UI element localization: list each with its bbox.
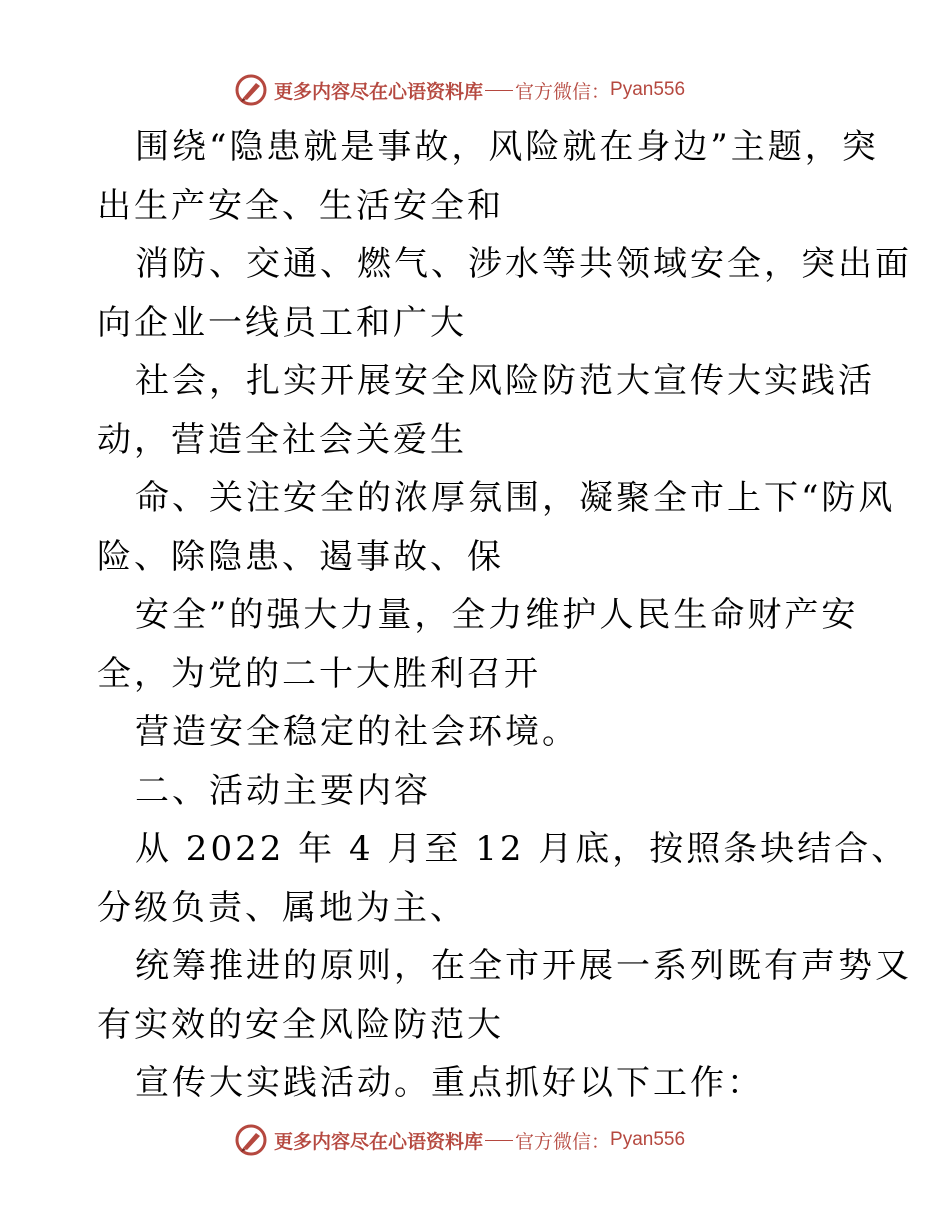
watermark-dash (485, 1140, 513, 1141)
text-line: 分级负责、属地为主、 (97, 888, 467, 928)
text-line: 险、除隐患、遏事故、保 (97, 537, 504, 577)
section-heading: 二、活动主要内容 (135, 771, 431, 811)
text-line: 营造安全稳定的社会环境。 (135, 712, 579, 752)
footer-watermark (234, 1123, 685, 1157)
text-line: 安全”的强大力量，全力维护人民生命财产安 (135, 595, 859, 635)
watermark-wechat-label: 官方微信： (515, 1130, 611, 1153)
watermark-text: 更多内容尽在心语资料库 (274, 1130, 484, 1153)
text-line: 命、关注安全的浓厚氛围，凝聚全市上下“防风 (135, 478, 896, 518)
text-line: 围绕“隐患就是事故，风险就在身边”主题，突 (135, 127, 879, 167)
text-line: 从 2022 年 4 月至 12 月底，按照条块结合、 (135, 829, 909, 869)
pen-logo-icon (234, 1123, 268, 1157)
text-line: 有实效的安全风险防范大 (97, 1005, 504, 1045)
header-watermark (234, 73, 685, 107)
watermark-wechat-id: Pyan556 (610, 79, 686, 100)
text-line: 宣传大实践活动。重点抓好以下工作： (135, 1063, 764, 1103)
text-line: 社会，扎实开展安全风险防范大宣传大实践活 (135, 361, 875, 401)
text-line: 全，为党的二十大胜利召开 (97, 654, 541, 694)
watermark-wechat-id: Pyan556 (610, 1129, 686, 1150)
text-line: 向企业一线员工和广大 (97, 303, 467, 343)
text-line: 动，营造全社会关爱生 (97, 420, 467, 460)
text-line: 出生产安全、生活安全和 (97, 186, 504, 226)
pen-logo-icon (234, 73, 268, 107)
text-line: 统筹推进的原则，在全市开展一系列既有声势又 (135, 946, 912, 986)
watermark-wechat-label: 官方微信： (515, 80, 611, 103)
watermark-dash (485, 90, 513, 91)
text-line: 消防、交通、燃气、涉水等共领域安全，突出面 (135, 244, 912, 284)
watermark-text: 更多内容尽在心语资料库 (274, 80, 484, 103)
